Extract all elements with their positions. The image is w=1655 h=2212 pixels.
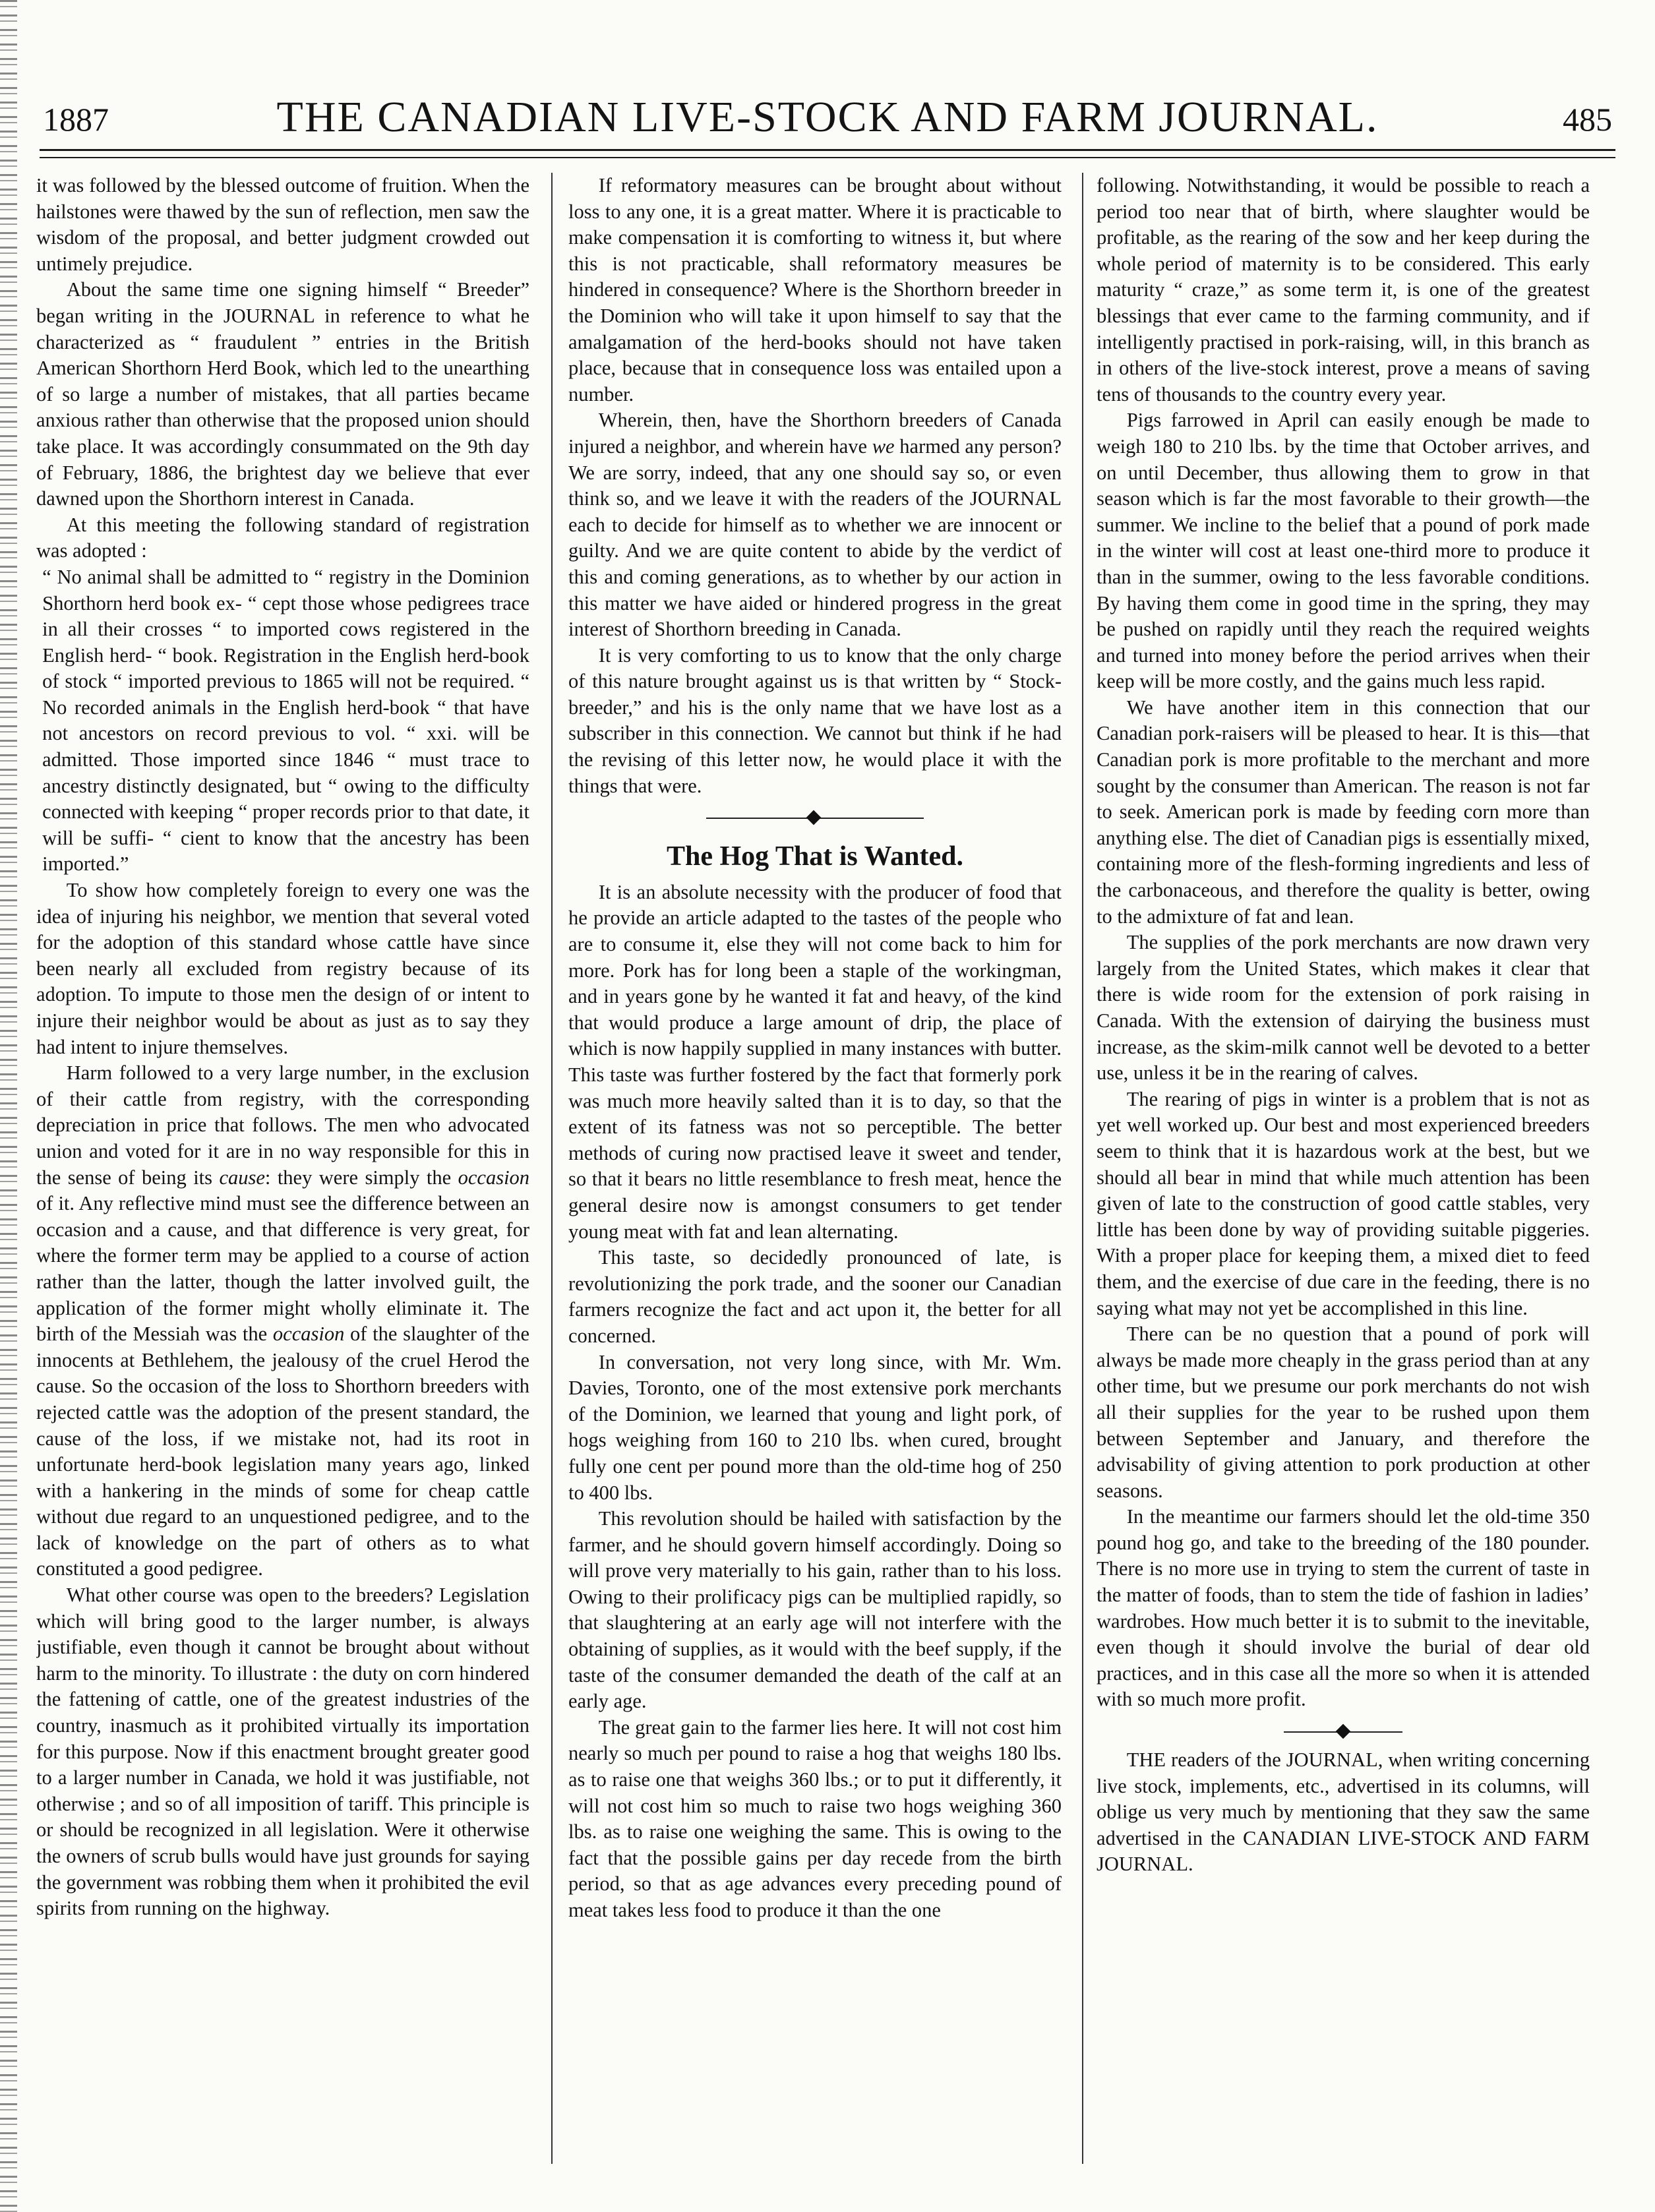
paragraph: Harm followed to a very large number, in the exclusion of their cattle from registry, with the corresponding depreciation in price that follows. The men who advocated union and voted for it are in no way responsible for this in the sense of being its cause: they were simply the occasion of it. Any reflective mind must see the difference between an occasion and a cause, and that difference is very great, for where the former term may be applied to a course of action rather than the latter, though the latter involved guilt, the application of the former might wholly eliminate it. The birth of the Messiah was the occasion of the slaughter of the innocents at Bethlehem, the jealousy of the cruel Herod the cause. So the occasion of the loss to Shorthorn breeders with rejected cattle was the adoption of the present standard, the cause of the loss, if we mistake not, had its root in unfortunate herd-book legislation many years ago, linked with a hankering in the minds of some for cheap cattle without due regard to an unquestioned pedigree, and to the lack of knowledge on the part of others as to what constituted a good pedigree. (36, 1061, 529, 1580)
article-title: The Hog That is Wanted. (666, 841, 964, 872)
header-rule-top (40, 149, 1615, 151)
page-header (36, 92, 1619, 145)
paragraph: To show how completely foreign to every one was the idea of injuring his neighbor, we mention that several voted for the adoption of this standard whose cattle have since been nearly all excluded from registry because of its adoption. To impute to those men the design of or intent to injure their neighbor would be about as just as to say they had intent to injure themselves. (36, 879, 529, 1058)
paragraph: The supplies of the pork merchants are now drawn very largely from the United States, which makes it clear that there is wide room for the extension of pork raising in Canada. With the extension of dairying the business must increase, as the skim-milk cannot well be devoted to a better use, unless it be in the rearing of calves. (1097, 931, 1590, 1085)
paragraph: It is an absolute necessity with the producer of food that he provide an article adapted to the tastes of the people who are to consume it, else they will not come back to him for more. Pork has for long been a staple of the workingman, and in years gone by he wanted it fat and heavy, of the kind that would produce a large amount of drip, the place of which is now happily supplied in many instances with butter. This taste was further fostered by the fact that formerly pork was much more heavily salted than it is to day, so that the extent of its fatness was not so perceptible. The better methods of curing now practised leave it sweet and tender, so that it bears no little resemblance to fresh meat, hence the general desire now is amongst consumers to get tender young meat with fat and lean alternating. (568, 880, 1062, 1243)
paragraph: Pigs farrowed in April can easily enough be made to weigh 180 to 210 lbs. by the time that October arrives, and on until December, thus allowing them to grow in that season which is far the most favorable to their growth—the summer. We incline to the belief that a pound of pork made in the winter will cost at least one-third more to produce it than in the summer, owing to the less favorable conditions. By having them come in good time in the spring, they may be pushed on rapidly until they reach the required weights and turned into money before the period arrives when their keep will be more costly, and the gains much less rapid. (1097, 409, 1590, 693)
italic-word: occasion (272, 1323, 345, 1346)
italic-word: we (872, 434, 895, 458)
column-divider-1 (551, 173, 553, 2164)
paragraph: Wherein, then, have the Shorthorn breeders of Canada injured a neighbor, and wherein have we harmed any person? We are sorry, indeed, that any one should say so, or even think so, and we leave it with the readers of the JOURNAL each to decide for himself as to whether we are innocent or guilty. And we are quite content to abide by the verdict of this and coming generations, as to whether by our action in this matter we have aided or hindered progress in the great interest of Shorthorn breeding in Canada. (568, 409, 1062, 641)
italic-word: occasion (458, 1166, 529, 1189)
header-rule-bottom (40, 157, 1615, 158)
column-divider-2 (1082, 173, 1083, 2164)
paragraph: it was followed by the blessed outcome of fruition. When the hailstones were thawed by the sun of reflection, men saw the wisdom of the proposal, and better judgment crowded out untimely prejudice. (36, 174, 529, 275)
column-2 (568, 173, 1062, 2157)
page-number: 485 (1563, 101, 1612, 138)
paragraph: The rearing of pigs in winter is a problem that is not as yet well worked up. Our best and most experienced breeders seem to think that it is hazardous work at the best, but we should all bear in mind that while much attention has been given of late to the construction of good cattle stables, very little has been done by way of providing suitable piggeries. With a proper place for keeping them, a mixed diet to feed them, and the exercise of due care in the feeding, there is no saying what may not yet be accomplished in this line. (1097, 1087, 1590, 1319)
section-divider (1284, 1723, 1402, 1741)
paragraph: There can be no question that a pound of pork will always be made more cheaply in the grass period than at any other time, but we presume our pork merchants do not wish all their supplies for the year to be rushed upon them between September and January, and therefore the advisability of giving attention to pork production at other seasons. (1097, 1323, 1590, 1502)
scan-edge-noise (0, 0, 17, 2212)
paragraph: following. Notwithstanding, it would be possible to reach a period too near that of birth, where slaughter would be profitable, as the rearing of the sow and her keep during the whole period of maternity is to be considered. This early maturity “ craze,” as some term it, is one of the greatest blessings that ever came to the farming community, and if intelligently practised in pork-raising, will, in this branch as in others of the live-stock interest, prove a means of saving tens of thousands to the country every year. (1097, 174, 1590, 405)
paragraph: We have another item in this connection that our Canadian pork-raisers will be pleased to hear. It is this—that Canadian pork is more profitable to the merchant and more sought by the consumer than American. The reason is not far to seek. American pork is made by feeding corn more than anything else. The diet of Canadian pigs is essentially mixed, containing more of the flesh-forming ingredients and less of the carbonaceous, and therefore the quality is better, owing to the admixture of fat and lean. (1097, 696, 1590, 928)
journal-title: THE CANADIAN LIVE-STOCK AND FARM JOURNAL. (276, 93, 1379, 141)
italic-word: cause (219, 1166, 265, 1189)
registration-standard-quote: “ No animal shall be admitted to “ registry in the Dominion Shorthorn herd book ex- “ cept those whose pedigrees trace in all their crosses “ to imported cows registered in the English herd- “ book. Registration in the English herd-book of stock “ imported previous to 1865 will not be required. “ No recorded animals in the English herd-book “ that have not ancestors on record previous to vol. “ xxi. will be admitted. Those imported since 1846 “ must trace to ancestry distinctly designated, but “ owing to the difficulty connected with keeping “ proper records prior to that date, it will be suffi- “ cient to know that the ancestry has been imported.” (42, 565, 529, 876)
column-1 (36, 173, 529, 2157)
paragraph: What other course was open to the breeders? Legislation which will bring good to the larger number, is always justifiable, even though it cannot be brought about without harm to the minority. To illustrate : the duty on corn hindered the fattening of cattle, one of the greatest industries of the country, inasmuch as it prohibited virtually its importation for this purpose. Now if this enactment brought greater good to a larger number in Canada, we hold it was justifiable, not otherwise ; and so of all imposition of tariff. This principle is or should be recognized in all legislation. Were it otherwise the owners of scrub bulls would have just grounds for saying the government was robbing them when it prohibited the evil spirits from running on the highway. (36, 1584, 529, 1920)
paragraph: About the same time one signing himself “ Breeder” began writing in the JOURNAL in reference to what he characterized as “ fraudulent ” entries in the British American Shorthorn Herd Book, which led to the unearthing of so large a number of mistakes, that all parties became anxious rather than otherwise that the proposed union should take place. It was accordingly consummated on the 9th day of February, 1886, the brightest day we believe that ever dawned upon the Shorthorn interest in Canada. (36, 278, 529, 510)
section-divider (706, 810, 924, 827)
paragraph: If reformatory measures can be brought about without loss to any one, it is a great matter. Where it is practicable to make compensation it is comforting to witness it, but where this is not practicable, shall reformatory measures be hindered in consequence? Where is the Shorthorn breeder in the Dominion who will take it upon himself to say that the amalgamation of the herd-books should not have taken place, because that in consequence loss was entailed upon a number. (568, 174, 1062, 405)
paragraph: This revolution should be hailed with satisfaction by the farmer, and he should govern himself accordingly. Doing so will prove very materially to his gain, rather than to his loss. Owing to their prolificacy pigs can be multiplied rapidly, so that slaughtering at an early age will not interfere with the obtaining of supplies, as it would with the beef supply, if the taste of the consumer demanded the death of the calf at an early age. (568, 1507, 1062, 1713)
column-3 (1097, 173, 1590, 2157)
paragraph: In conversation, not very long since, with Mr. Wm. Davies, Toronto, one of the most extensive pork merchants of the Dominion, we learned that young and light pork, of hogs weighing from 160 to 210 lbs. when cured, brought fully one cent per pound more than the old-time hog of 250 to 400 lbs. (568, 1350, 1062, 1504)
paragraph: At this meeting the following standard of registration was adopted : (36, 513, 529, 562)
paragraph: In the meantime our farmers should let the old-time 350 pound hog go, and take to the breeding of the 180 pounder. There is no more use in trying to stem the current of taste in the matter of foods, than to stem the tide of fashion in ladies’ wardrobes. How much better it is to submit to the inevitable, even though it should involve the burial of dear old practices, and in this case all the more so when it is attended with so much more profit. (1097, 1505, 1590, 1711)
issue-year: 1887 (43, 101, 109, 138)
paragraph: The great gain to the farmer lies here. It will not cost him nearly so much per pound to raise a hog that weighs 180 lbs. as to raise one that weighs 360 lbs.; or to put it differently, it will not cost him so much to raise two hogs weighing 360 lbs. as to raise one weighing the same. This is owing to the fact that the possible gains per day recede from the birth period, so that as age advances every preceding pound of meat takes less food to produce it than the one (568, 1716, 1062, 1921)
paragraph: This taste, so decidedly pronounced of late, is revolutionizing the pork trade, and the sooner our Canadian farmers recognize the fact and act upon it, the better for all concerned. (568, 1246, 1062, 1347)
advertising-notice: THE readers of the JOURNAL, when writing concerning live stock, implements, etc., advertised in its columns, will oblige us very much by mentioning that they saw the same advertised in the CANADIAN LIVE-STOCK AND FARM JOURNAL. (1097, 1749, 1590, 1876)
paragraph: It is very comforting to us to know that the only charge of this nature brought against us is that written by “ Stock-breeder,” and his is the only name that we have lost as a subscriber in this connection. We cannot but think if he had the revising of this letter now, he would place it with the things that were. (568, 643, 1062, 797)
